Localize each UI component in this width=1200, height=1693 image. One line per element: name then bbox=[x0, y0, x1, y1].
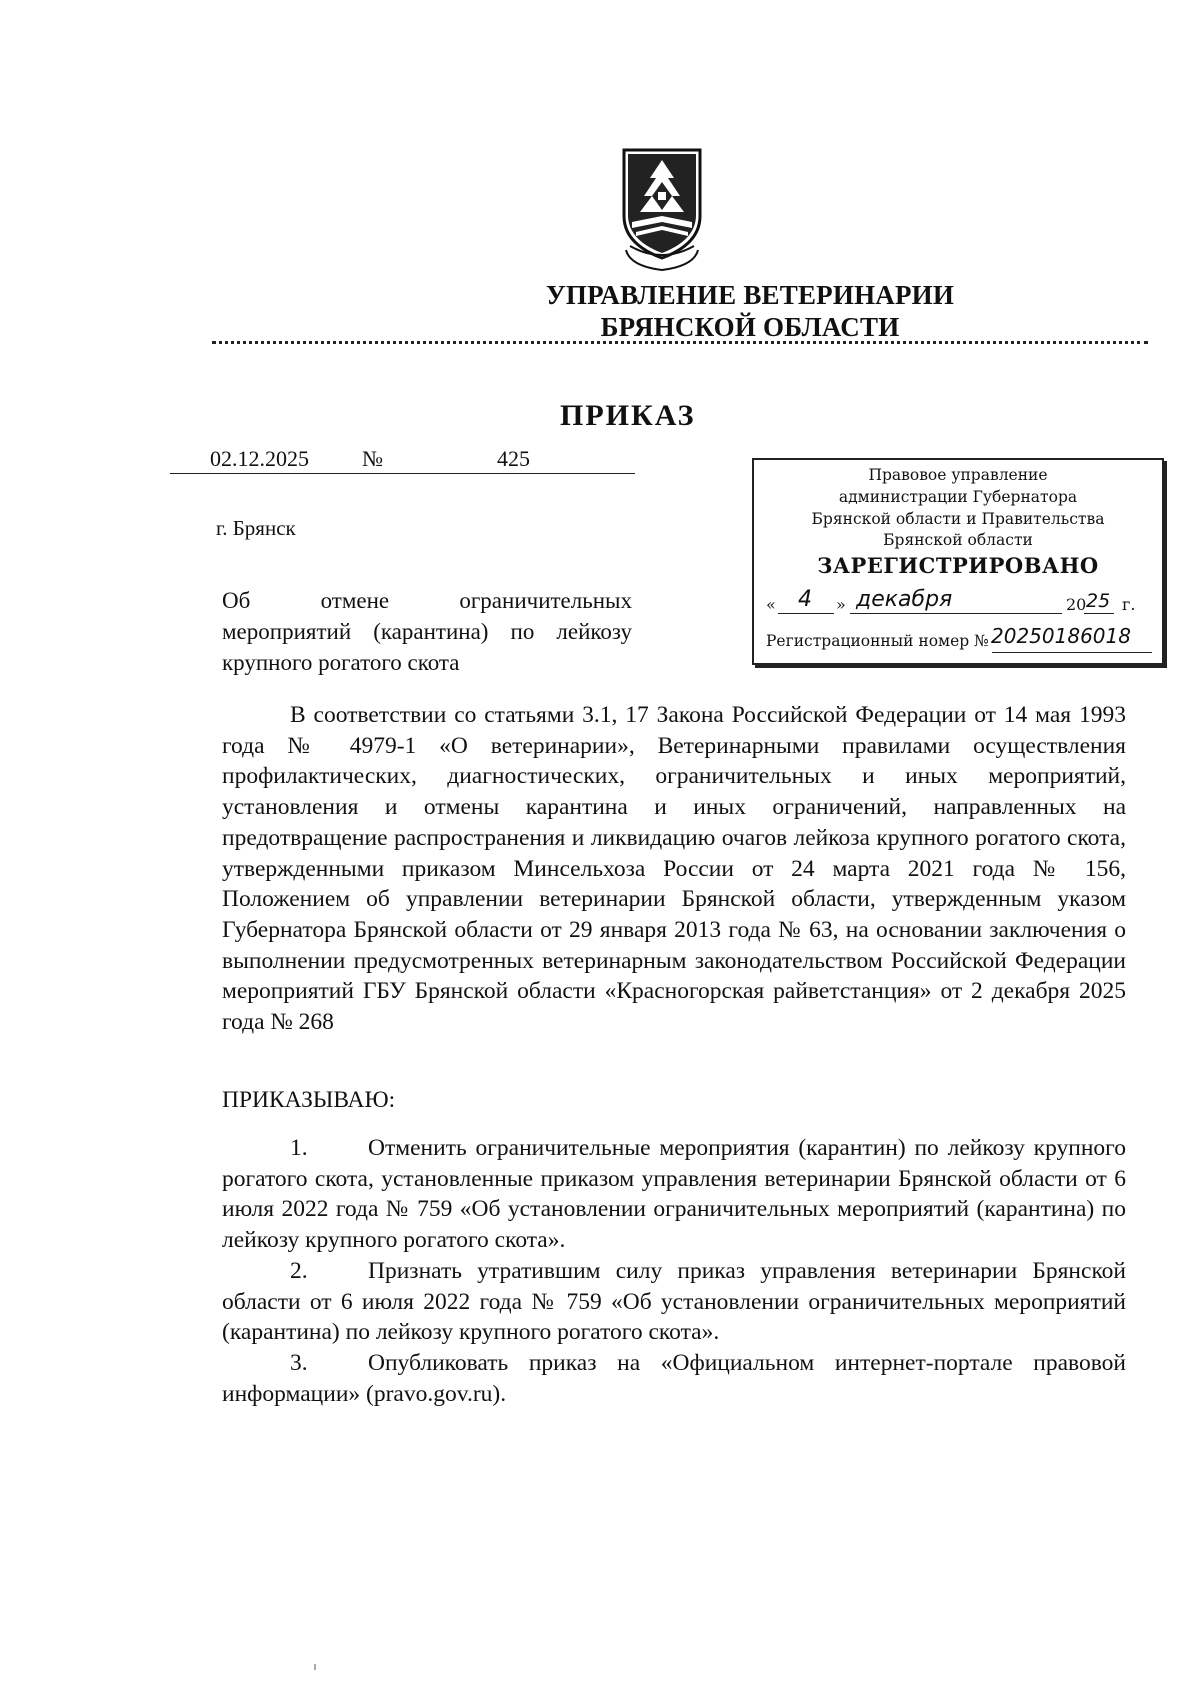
order-date-number-line bbox=[170, 446, 635, 476]
stamp-year-end: г. bbox=[1122, 595, 1136, 614]
item-text: Отменить ограничительные мероприятия (карантин) по лейкозу крупного рогатого скота, установленные приказом управления ветеринарии Брянской области от 6 июля 2022 года № 759 «Об установлении ограничительных мероприятий (карантина) по лейкозу крупного рогатого скота». bbox=[222, 1135, 1126, 1254]
close-quote: » bbox=[836, 595, 846, 614]
scan-speck bbox=[314, 1664, 316, 1670]
order-items-list bbox=[222, 1133, 1126, 1409]
order-date: 02.12.2025 bbox=[210, 446, 309, 471]
dotted-separator bbox=[212, 340, 1148, 344]
coat-of-arms-icon bbox=[620, 146, 704, 274]
stamp-registration-line bbox=[766, 624, 1156, 650]
orders-word: ПРИКАЗЫВАЮ: bbox=[222, 1087, 396, 1113]
order-number: 425 bbox=[497, 446, 530, 471]
number-sign: № bbox=[362, 446, 383, 471]
registration-stamp bbox=[752, 458, 1164, 665]
stamp-year-prefix: 20 bbox=[1066, 595, 1087, 614]
list-item bbox=[222, 1256, 1126, 1348]
reg-number: 20250186018 bbox=[991, 624, 1131, 648]
underline bbox=[170, 473, 635, 474]
item-text: Признать утратившим силу приказ управления ветеринарии Брянской области от 6 июля 2022 года № 759 «Об установлении ограничительных мероприятий (карантина) по лейкозу крупного рогатого скота». bbox=[222, 1257, 1126, 1346]
stamp-year-suffix: 25 bbox=[1086, 590, 1111, 612]
stamp-line: администрации Губернатора bbox=[838, 488, 1078, 506]
stamp-line: Правовое управление bbox=[868, 466, 1048, 484]
stamp-month: декабря bbox=[856, 587, 953, 612]
order-subject: Об отмене ограничительных мероприятий (карантина) по лейкозу крупного рогатого скота bbox=[222, 588, 632, 675]
stamp-day: 4 bbox=[798, 587, 812, 612]
document-title: ПРИКАЗ bbox=[560, 399, 696, 432]
stamp-line: Брянской области и Правительства bbox=[811, 510, 1105, 528]
organization-name-line2: БРЯНСКОЙ ОБЛАСТИ bbox=[600, 312, 900, 342]
list-item bbox=[222, 1348, 1126, 1409]
reg-label: Регистрационный номер № bbox=[766, 632, 989, 650]
stamp-line: Брянской области bbox=[883, 531, 1033, 549]
city: г. Брянск bbox=[216, 516, 296, 540]
organization-name-line1: УПРАВЛЕНИЕ ВЕТЕРИНАРИИ bbox=[545, 280, 955, 310]
item-text: Опубликовать приказ на «Официальном интернет-портале правовой информации» (pravo.gov.ru). bbox=[222, 1349, 1126, 1407]
open-quote: « bbox=[766, 595, 776, 614]
item-number: 2. bbox=[290, 1257, 308, 1284]
item-number: 1. bbox=[290, 1135, 308, 1161]
stamp-date-line bbox=[766, 587, 1152, 623]
stamp-status: ЗАРЕГИСТРИРОВАНО bbox=[817, 553, 1099, 578]
item-number: 3. bbox=[290, 1349, 308, 1376]
list-item bbox=[222, 1133, 1126, 1256]
preamble-paragraph: В соответствии со статьями 3.1, 17 Закона Российской Федерации от 14 мая 1993 года № 4979-1 «О ветеринарии», Ветеринарными правилами осуществления профилактических, диагностических, ограничительных и иных мероприятий, установления и отмены карантина и иных ограничений, направленных на предотвращение распространения и ликвидацию очагов лейкоза крупного рогатого скота, утвержденными приказом Минсельхоза России от 24 марта 2021 года № 156, Положением об управлении ветеринарии Брянской области, утвержденным указом Губернатора Брянской области от 29 января 2013 года № 63, на основании заключения о выполнении предусмотренных ветеринарным законодательством Российской Федерации мероприятий ГБУ Брянской области «Красногорская райветстанция» от 2 декабря 2025 года № 268 bbox=[222, 702, 1126, 1036]
